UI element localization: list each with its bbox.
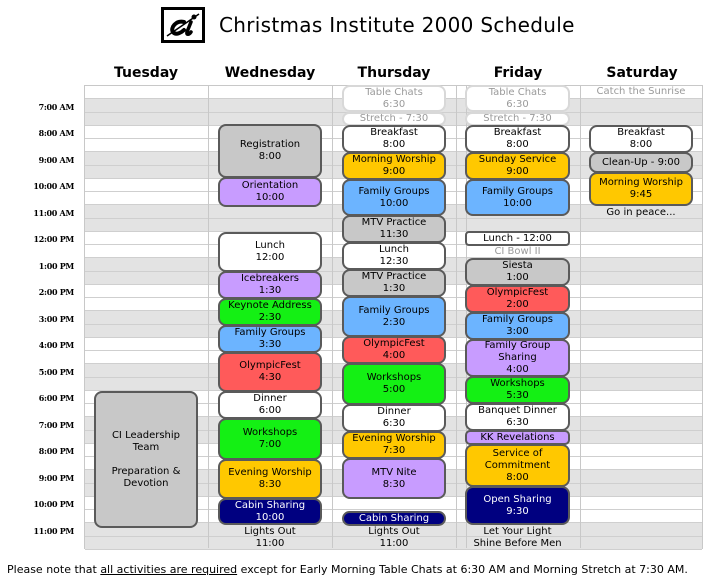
event-mtv-nite[interactable] xyxy=(342,458,446,499)
event-time: 1:30 xyxy=(258,285,282,296)
event-title: Lights Out xyxy=(244,526,296,537)
event-title: Table Chats xyxy=(488,86,547,98)
event-subtitle: Preparation & Devotion xyxy=(111,465,181,489)
event-sunday-service[interactable] xyxy=(465,152,570,180)
event-mtv-practice[interactable] xyxy=(342,269,446,297)
event-time: 10:00 xyxy=(255,511,285,523)
event-time: 2:30 xyxy=(382,316,406,328)
event-title: Stretch - 7:30 xyxy=(359,113,429,124)
event-open-sharing[interactable] xyxy=(465,486,570,525)
footer-text: Please note that xyxy=(7,563,101,576)
event-time: 2:30 xyxy=(258,312,282,323)
event-time: 12:30 xyxy=(379,256,409,267)
event-time: 8:00 xyxy=(506,139,529,150)
event-keynote[interactable] xyxy=(218,298,322,326)
event-go-in-peace xyxy=(589,206,693,219)
time-label: 11:00 AM xyxy=(33,208,74,218)
event-title: Siesta xyxy=(502,260,533,271)
event-evening-worship[interactable] xyxy=(342,431,446,459)
day-header-saturday: Saturday xyxy=(606,65,678,81)
event-stretch[interactable] xyxy=(342,112,446,126)
event-lunch[interactable] xyxy=(218,232,322,272)
event-time: 7:30 xyxy=(382,445,406,456)
event-service-of-commitment[interactable] xyxy=(465,444,570,487)
event-lunch[interactable] xyxy=(465,231,570,246)
time-label: 5:00 PM xyxy=(38,367,74,377)
event-table-chats[interactable] xyxy=(342,85,446,112)
event-table-chats[interactable] xyxy=(465,85,570,112)
page-header xyxy=(161,6,575,44)
time-label: 6:00 PM xyxy=(38,393,74,403)
event-olympicfest[interactable] xyxy=(218,352,322,392)
event-title: Banquet Dinner xyxy=(478,405,557,416)
event-title: Go in peace... xyxy=(606,206,676,218)
day-header-tuesday: Tuesday xyxy=(114,65,178,81)
event-time: 10:00 xyxy=(503,197,532,209)
time-label: 2:00 PM xyxy=(38,287,74,297)
event-title: Stretch - 7:30 xyxy=(483,113,552,124)
event-time: 5:30 xyxy=(506,390,529,401)
event-title: Morning Worship xyxy=(352,154,436,165)
event-time: 12:00 xyxy=(255,252,285,263)
event-catch-the-sunrise xyxy=(589,85,693,98)
event-title: Breakfast xyxy=(617,127,665,138)
event-title: MTV Nite xyxy=(371,466,417,478)
event-title: Evening Worship xyxy=(352,433,436,444)
event-time: 3:30 xyxy=(258,339,282,350)
event-time: Shine Before Men xyxy=(473,538,562,549)
event-title: Orientation xyxy=(241,180,299,191)
event-title: Open Sharing xyxy=(483,493,552,505)
event-title: Cabin Sharing xyxy=(234,499,306,511)
event-title: Morning Worship xyxy=(599,177,683,188)
event-family-groups[interactable] xyxy=(465,312,570,340)
event-title: Registration xyxy=(239,139,301,150)
event-title: Table Chats xyxy=(365,86,423,98)
event-title: Workshops xyxy=(366,372,422,383)
event-title: Icebreakers xyxy=(240,273,300,284)
time-label: 9:00 PM xyxy=(38,473,74,483)
time-label: 10:00 AM xyxy=(33,181,74,191)
time-label: 9:00 AM xyxy=(38,155,74,165)
event-family-groups[interactable] xyxy=(342,179,446,216)
time-label: 1:00 PM xyxy=(38,261,74,271)
event-title: Workshops xyxy=(490,378,545,389)
event-ci-leadership[interactable] xyxy=(94,391,198,528)
event-registration[interactable] xyxy=(218,124,322,178)
event-time: 9:00 xyxy=(506,166,529,177)
event-time: 6:00 xyxy=(258,405,282,416)
event-title: CI Leadership Team xyxy=(111,429,181,453)
event-title: Sunday Service xyxy=(478,154,557,165)
event-icebreakers[interactable] xyxy=(218,271,322,299)
event-time: 5:00 xyxy=(382,384,406,395)
time-label: 8:00 PM xyxy=(38,446,74,456)
day-header-wednesday: Wednesday xyxy=(224,65,316,81)
event-clean-up[interactable] xyxy=(589,152,693,173)
event-orientation[interactable] xyxy=(218,177,322,207)
event-cabin-sharing[interactable] xyxy=(342,511,446,526)
event-title: Cabin Sharing xyxy=(358,512,430,524)
event-title: Workshops xyxy=(242,427,298,438)
event-time: 6:30 xyxy=(506,417,529,428)
event-title: Catch the Sunrise xyxy=(596,85,686,97)
event-time: 2:00 xyxy=(506,299,529,310)
day-header-friday: Friday xyxy=(493,65,543,81)
event-workshops[interactable] xyxy=(218,418,322,460)
event-title: CI Bowl II xyxy=(494,246,541,257)
event-title: Lunch xyxy=(379,244,409,255)
event-banquet-dinner[interactable] xyxy=(465,403,570,431)
event-workshops[interactable] xyxy=(342,363,446,405)
event-mtv-practice[interactable] xyxy=(342,215,446,243)
event-dinner[interactable] xyxy=(218,391,322,419)
event-title: Breakfast xyxy=(370,127,418,138)
event-title: OlympicFest xyxy=(363,338,425,349)
event-time: 10:00 xyxy=(379,197,409,209)
event-breakfast[interactable] xyxy=(342,125,446,153)
event-title: OlympicFest xyxy=(239,360,301,371)
event-title: Lights Out xyxy=(368,526,420,537)
event-title: Family Groups xyxy=(358,185,430,197)
time-label: 12:00 PM xyxy=(33,234,74,244)
time-label: 10:00 PM xyxy=(33,499,74,509)
ci-logo-icon xyxy=(161,7,205,43)
event-dinner[interactable] xyxy=(342,404,446,432)
event-olympicfest[interactable] xyxy=(465,285,570,313)
event-kk-revelations[interactable] xyxy=(465,430,570,445)
event-let-your-light xyxy=(465,526,570,550)
event-time: 3:00 xyxy=(506,326,529,337)
event-title: OlympicFest xyxy=(486,287,549,298)
event-title: Breakfast xyxy=(493,127,542,138)
time-label: 7:00 PM xyxy=(38,420,74,430)
time-label: 7:00 AM xyxy=(38,102,74,112)
event-family-groups[interactable] xyxy=(218,325,322,353)
event-title: Lunch - 12:00 xyxy=(483,232,552,244)
event-title: KK Revelations xyxy=(480,431,555,443)
footer-note xyxy=(7,563,688,576)
event-morning-worship[interactable] xyxy=(589,172,693,206)
event-title: MTV Practice xyxy=(361,271,427,282)
time-label: 3:00 PM xyxy=(38,314,74,324)
event-time: 7:00 xyxy=(258,439,282,450)
page-title: Christmas Institute 2000 Schedule xyxy=(219,13,575,37)
event-time: 9:00 xyxy=(382,166,406,177)
event-title: Family Groups xyxy=(234,327,306,338)
event-time: 6:30 xyxy=(382,418,406,429)
event-olympicfest[interactable] xyxy=(342,336,446,364)
event-time: 8:00 xyxy=(258,151,282,162)
event-title: Family Groups xyxy=(481,314,553,325)
event-time: 9:30 xyxy=(506,505,529,517)
event-time: 8:00 xyxy=(382,139,406,150)
event-title: Service of Commitment xyxy=(484,447,551,471)
event-time: 8:00 xyxy=(506,471,529,483)
event-time: 1:30 xyxy=(382,283,406,294)
event-workshops[interactable] xyxy=(465,376,570,404)
event-time: 10:00 xyxy=(255,192,285,203)
event-breakfast[interactable] xyxy=(589,125,693,153)
event-title: Lunch xyxy=(255,240,285,251)
time-label: 11:00 PM xyxy=(33,526,74,536)
event-title: Evening Worship xyxy=(228,467,312,478)
event-cabin-sharing[interactable] xyxy=(218,498,322,525)
event-title: Clean-Up - 9:00 xyxy=(601,156,681,168)
event-title: Family Groups xyxy=(358,304,430,316)
event-title: Family Group Sharing xyxy=(484,340,551,363)
event-breakfast[interactable] xyxy=(465,125,570,153)
event-title: Family Groups xyxy=(481,185,553,197)
event-lights-out xyxy=(342,526,446,550)
event-family-groups[interactable] xyxy=(342,296,446,337)
event-time: 1:00 xyxy=(506,272,529,283)
event-siesta[interactable] xyxy=(465,258,570,286)
event-time: 4:30 xyxy=(258,372,282,383)
event-title: Dinner xyxy=(253,393,287,404)
event-family-group-sharing[interactable] xyxy=(465,339,570,377)
event-time: 11:00 xyxy=(379,538,409,549)
event-lights-out xyxy=(218,526,322,550)
event-title: MTV Practice xyxy=(361,217,427,228)
event-title: Dinner xyxy=(377,406,411,417)
event-time: 9:45 xyxy=(629,189,653,200)
event-time: 11:30 xyxy=(379,229,409,240)
footer-emphasis: all activities are required xyxy=(100,563,238,576)
event-time: 6:30 xyxy=(506,98,529,110)
event-morning-worship[interactable] xyxy=(342,152,446,180)
time-label: 4:00 PM xyxy=(38,340,74,350)
event-stretch[interactable] xyxy=(465,112,570,126)
time-label: 8:00 AM xyxy=(38,128,74,138)
day-header-thursday: Thursday xyxy=(357,65,431,81)
event-time: 8:00 xyxy=(629,139,653,150)
event-time: 11:00 xyxy=(255,538,285,549)
footer-text: except for Early Morning Table Chats at 6:30 AM and Morning Stretch at 7:30 AM. xyxy=(237,563,688,576)
event-time: 8:30 xyxy=(258,479,282,490)
event-lunch[interactable] xyxy=(342,242,446,270)
event-ci-bowl xyxy=(465,246,570,258)
event-family-groups[interactable] xyxy=(465,179,570,216)
event-time: 6:30 xyxy=(382,98,406,110)
event-time: 8:30 xyxy=(382,478,406,490)
event-evening-worship[interactable] xyxy=(218,459,322,499)
event-title: Let Your Light xyxy=(483,526,552,537)
event-time: 4:00 xyxy=(506,364,529,375)
event-time: 4:00 xyxy=(382,350,406,361)
event-title: Keynote Address xyxy=(228,300,312,311)
